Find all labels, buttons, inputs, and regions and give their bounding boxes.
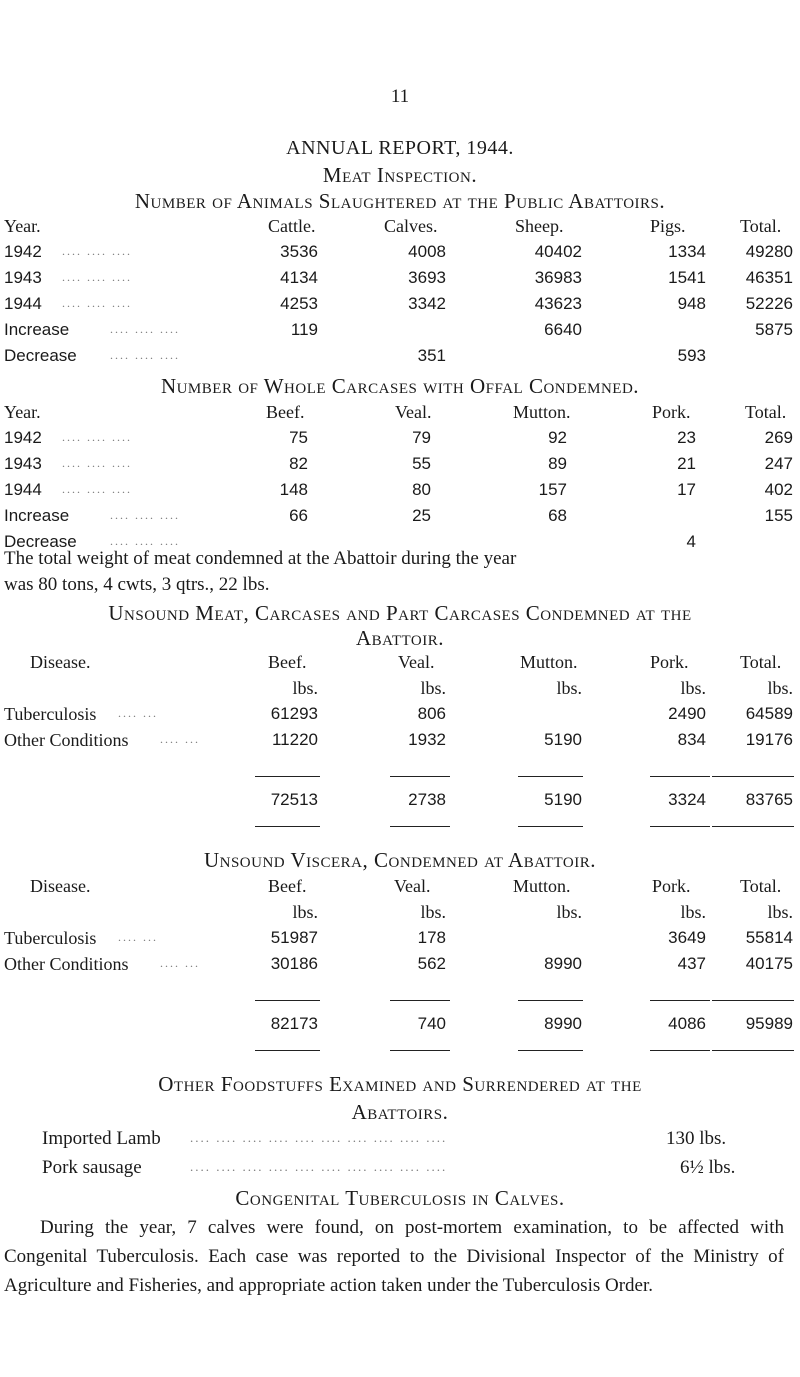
cell-c2: 80 [412,480,431,499]
header-year: Year. [4,402,41,422]
table3-title-line2: Abattoir. [356,626,444,650]
header-cattle: Cattle. [268,216,316,236]
cell-c2: 1932 [408,730,446,749]
row-label: Decrease [4,346,77,365]
table-rule [650,776,710,777]
row-label: Tuberculosis [4,704,97,724]
leader-dots: .... .... .... [62,244,132,258]
header-beef: Beef. [266,402,305,422]
report-subtitle: Meat Inspection. [322,163,478,187]
foodstuff-label: Pork sausage [42,1157,142,1178]
cell-c1: 82 [289,454,308,473]
cell-c3: 8990 [544,954,582,973]
cell-total: 46351 [745,268,793,287]
row-label: 1944 [4,480,42,499]
header-pork: Pork. [650,652,689,672]
cell-c4: 17 [677,480,696,499]
cell-c4: 2490 [668,704,706,723]
units-row [0,902,800,928]
cell-c2: 806 [417,704,446,723]
leader-dots: .... .... .... .... .... .... .... .... .... .... [190,1130,448,1145]
cell-c1: 11220 [271,730,318,749]
table-rule [390,1000,450,1001]
leader-dots: .... ... [118,706,158,720]
cell-c3: 89 [548,454,567,473]
table3-header [0,652,800,678]
table-row [0,730,800,756]
table-row [0,346,800,372]
table2-title: Number of Whole Carcases with Offal Condemned. [160,374,640,398]
cell-calves: 4008 [408,242,446,261]
header-veal: Veal. [394,876,431,896]
unit-label: lbs. [420,902,446,922]
table-rule [712,1050,794,1051]
foodstuffs-title-line2: Abattoirs. [351,1100,449,1124]
row-label: Other Conditions [4,730,129,750]
table-rule [712,826,794,827]
cell-sheep: 43623 [534,294,582,313]
cell-c3: 92 [548,428,567,447]
cell-c1: 61293 [270,704,318,723]
congenital-title: Congenital Tuberculosis in Calves. [235,1186,565,1210]
unit-label: lbs. [292,678,318,698]
foodstuff-label: Imported Lamb [42,1128,161,1149]
cell-cattle: 119 [290,320,318,339]
total-c5: 83765 [745,790,793,809]
cell-c1: 30186 [270,954,318,973]
table-rule [712,1000,794,1001]
leader-dots: .... .... .... [62,430,132,444]
total-c3: 5190 [544,790,582,809]
table-row [0,480,800,506]
cell-c1: 75 [289,428,308,447]
row-label: Other Conditions [4,954,129,974]
row-label: 1942 [4,242,42,261]
cell-c4: 834 [677,730,706,749]
table-rule [255,826,320,827]
row-label: 1943 [4,268,42,287]
cell-c2: 55 [412,454,431,473]
table-rule [518,1050,583,1051]
leader-dots: .... .... .... [110,534,180,548]
leader-dots: .... .... .... [110,348,180,362]
cell-c5: 269 [764,428,793,447]
unit-label: lbs. [680,678,706,698]
cell-cattle: 4253 [280,294,318,313]
table-rule [390,826,450,827]
leader-dots: .... .... .... .... .... .... .... .... .... .... [190,1159,448,1174]
table-rule [255,1000,320,1001]
table4-title: Unsound Viscera, Condemned at Abattoir. [203,848,597,872]
cell-c5: 55814 [745,928,793,947]
leader-dots: .... .... .... [62,482,132,496]
table4-header [0,876,800,902]
table-rule [650,826,710,827]
total-c2: 2738 [408,790,446,809]
header-total: Total. [745,402,787,422]
cell-c3: 157 [538,480,567,499]
total-c5: 95989 [745,1014,793,1033]
cell-c4: 437 [677,954,706,973]
cell-c3: 5190 [544,730,582,749]
unit-label: lbs. [767,678,793,698]
table3-title: Unsound Meat, Carcases and Part Carcases Condemned at the [108,601,692,625]
table-row [0,928,800,954]
row-label: 1943 [4,454,42,473]
leader-dots: .... .... .... [110,508,180,522]
table-rule [650,1050,710,1051]
foodstuff-value: 6½ lbs. [680,1157,736,1178]
leader-dots: .... .... .... [62,296,132,310]
header-pork: Pork. [652,876,691,896]
cell-c1: 66 [289,506,308,525]
leader-dots: .... ... [118,930,158,944]
cell-pigs: 593 [677,346,706,365]
cell-pigs: 948 [677,294,706,313]
table-rule [518,776,583,777]
cell-total: 5875 [755,320,793,339]
leader-dots: .... .... .... [110,322,180,336]
cell-c2: 25 [412,506,431,525]
header-beef: Beef. [268,876,307,896]
header-pigs: Pigs. [650,216,686,236]
page-number: 11 [390,86,410,107]
unit-label: lbs. [292,902,318,922]
leader-dots: .... ... [160,732,200,746]
report-title: ANNUAL REPORT, 1944. [286,137,514,159]
weight-text-line1: The total weight of meat condemned at the Abattoir during the year [4,548,517,569]
cell-c1: 51987 [270,928,318,947]
cell-cattle: 3536 [280,242,318,261]
cell-c4: 21 [677,454,696,473]
unit-label: lbs. [556,902,582,922]
table-row [0,242,800,268]
foodstuff-row [0,1157,800,1183]
table-rule [255,1050,320,1051]
cell-c2: 178 [417,928,446,947]
total-c1: 82173 [270,1014,318,1033]
congenital-paragraph: During the year, 7 calves were found, on post-mortem examination, to be affected with Congenital Tuberculosis. Each case was reported to the Divisional Inspector of the Ministry of Agriculture and Fisheries, and appropriate action taken under the Tuberculosis Order. [4,1217,784,1296]
header-mutton: Mutton. [513,402,571,422]
header-total: Total. [740,216,782,236]
cell-sheep: 40402 [534,242,582,261]
table-row [0,320,800,346]
header-calves: Calves. [384,216,438,236]
cell-c5: 402 [764,480,793,499]
table1-title: Number of Animals Slaughtered at the Public Abattoirs. [134,189,666,213]
header-pork: Pork. [652,402,691,422]
header-total: Total. [740,652,782,672]
cell-pigs: 1334 [668,242,706,261]
header-disease: Disease. [30,876,91,896]
cell-c3: 68 [548,506,567,525]
header-mutton: Mutton. [513,876,571,896]
unit-label: lbs. [767,902,793,922]
table-row [0,294,800,320]
cell-calves: 3693 [408,268,446,287]
table1-header [0,216,800,242]
header-mutton: Mutton. [520,652,578,672]
row-label: 1942 [4,428,42,447]
cell-sheep: 36983 [534,268,582,287]
row-label: Tuberculosis [4,928,97,948]
table2-header [0,402,800,428]
cell-c5: 64589 [745,704,793,723]
cell-c1: 148 [279,480,308,499]
table-rule [255,776,320,777]
leader-dots: .... .... .... [62,456,132,470]
table-rule [518,826,583,827]
cell-sheep: 6640 [544,320,582,339]
header-veal: Veal. [398,652,435,672]
cell-calves: 351 [417,346,446,365]
header-beef: Beef. [268,652,307,672]
table-rule [712,776,794,777]
row-label: Increase [4,320,70,339]
weight-text-line2: was 80 tons, 4 cwts, 3 qtrs., 22 lbs. [4,574,270,595]
table-row [0,954,800,980]
cell-pigs: 1541 [668,268,706,287]
leader-dots: .... ... [160,956,200,970]
header-year: Year. [4,216,41,236]
unit-label: lbs. [420,678,446,698]
foodstuff-value: 130 lbs. [666,1128,727,1149]
cell-c4: 4 [686,532,696,551]
table-rule [390,1050,450,1051]
total-c3: 8990 [544,1014,582,1033]
totals-row [0,1014,800,1040]
foodstuffs-title: Other Foodstuffs Examined and Surrendered at the [158,1072,642,1096]
cell-total: 49280 [745,242,793,261]
leader-dots: .... .... .... [62,270,132,284]
cell-c4: 3649 [668,928,706,947]
totals-row [0,790,800,816]
cell-c2: 79 [412,428,431,447]
table-row [0,704,800,730]
total-c4: 4086 [668,1014,706,1033]
header-total: Total. [740,876,782,896]
header-disease: Disease. [30,652,91,672]
header-sheep: Sheep. [515,216,564,236]
table-rule [518,1000,583,1001]
table-rule [390,776,450,777]
cell-c5: 247 [764,454,793,473]
cell-cattle: 4134 [280,268,318,287]
table-rule [650,1000,710,1001]
header-veal: Veal. [395,402,432,422]
cell-calves: 3342 [408,294,446,313]
table-row [0,506,800,532]
cell-c5: 155 [764,506,793,525]
table-row [0,428,800,454]
cell-total: 52226 [745,294,793,313]
unit-label: lbs. [680,902,706,922]
units-row [0,678,800,704]
total-c1: 72513 [270,790,318,809]
cell-c2: 562 [417,954,446,973]
cell-c4: 23 [677,428,696,447]
total-c4: 3324 [668,790,706,809]
row-label: Decrease [4,532,77,551]
table-row [0,454,800,480]
unit-label: lbs. [556,678,582,698]
total-c2: 740 [417,1014,446,1033]
row-label: 1944 [4,294,42,313]
cell-c5: 19176 [745,730,793,749]
foodstuff-row [0,1128,800,1154]
table-row [0,268,800,294]
row-label: Increase [4,506,70,525]
cell-c5: 40175 [745,954,793,973]
